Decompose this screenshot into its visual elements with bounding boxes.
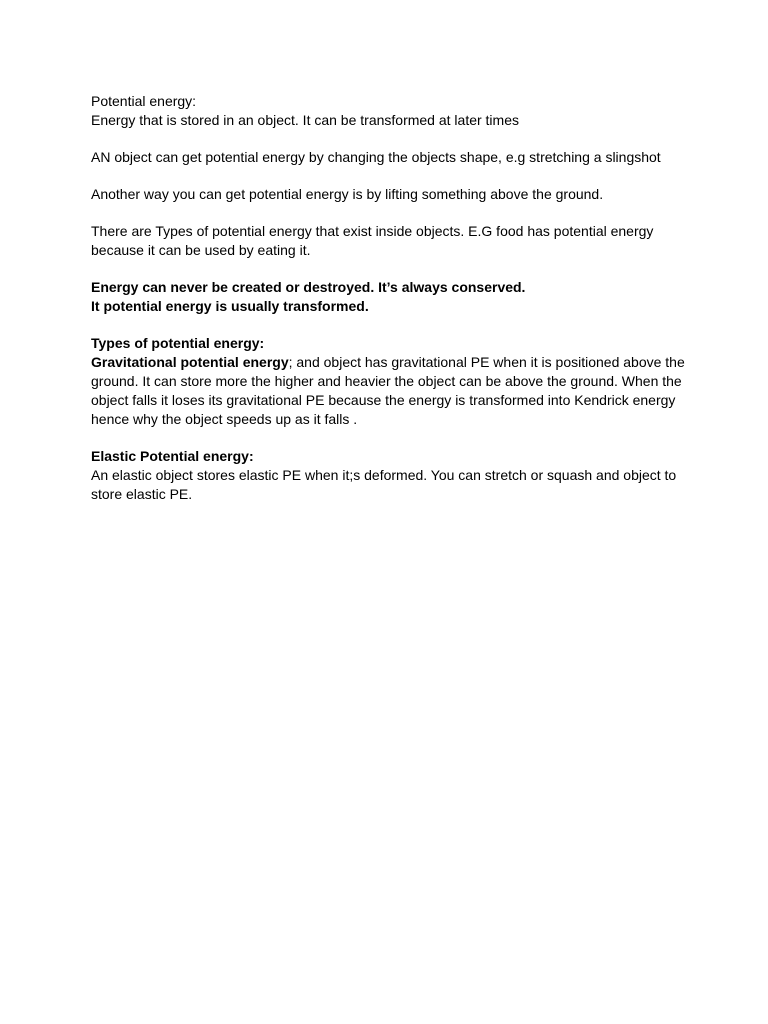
- lifting-paragraph: [91, 185, 691, 204]
- conservation-line-1: Energy can never be created or destroyed. It’s always conserved.: [91, 279, 526, 295]
- gravitational-section: [91, 334, 691, 429]
- elastic-section: [91, 447, 691, 504]
- shape-change-text: AN object can get potential energy by changing the objects shape, e.g stretching a slingshot: [91, 149, 661, 165]
- gravitational-term: Gravitational potential energy: [91, 354, 289, 370]
- gravitational-line-4: hence why the object speeds up as it falls .: [91, 411, 358, 427]
- definition-text: Energy that is stored in an object. It can be transformed at later times: [91, 112, 519, 128]
- heading-potential-energy: Potential energy:: [91, 93, 197, 109]
- conservation-paragraph: [91, 278, 691, 316]
- gravitational-line-1: [91, 353, 691, 372]
- elastic-line-2: store elastic PE.: [91, 486, 193, 502]
- conservation-line-2: It potential energy is usually transformed.: [91, 298, 369, 314]
- lifting-text: Another way you can get potential energy is by lifting something above the ground.: [91, 186, 604, 202]
- types-heading: Types of potential energy:: [91, 335, 265, 351]
- types-exist-paragraph: [91, 222, 691, 260]
- elastic-heading: Elastic Potential energy:: [91, 448, 254, 464]
- types-exist-line-1: There are Types of potential energy that exist inside objects. E.G food has potential energy: [91, 223, 654, 239]
- gravitational-line-3: object falls it loses its gravitational PE because the energy is transformed into Kendrick energy: [91, 392, 676, 408]
- potential-energy-intro: [91, 92, 691, 130]
- gravitational-line-1-rest: ; and object has gravitational PE when it is positioned above the: [288, 354, 685, 370]
- elastic-line-1: An elastic object stores elastic PE when it;s deformed. You can stretch or squash and object to: [91, 467, 677, 483]
- types-exist-line-2: because it can be used by eating it.: [91, 242, 311, 258]
- gravitational-line-2: ground. It can store more the higher and heavier the object can be above the ground. When the: [91, 373, 682, 389]
- shape-change-paragraph: [91, 148, 691, 167]
- document-body: [91, 92, 691, 522]
